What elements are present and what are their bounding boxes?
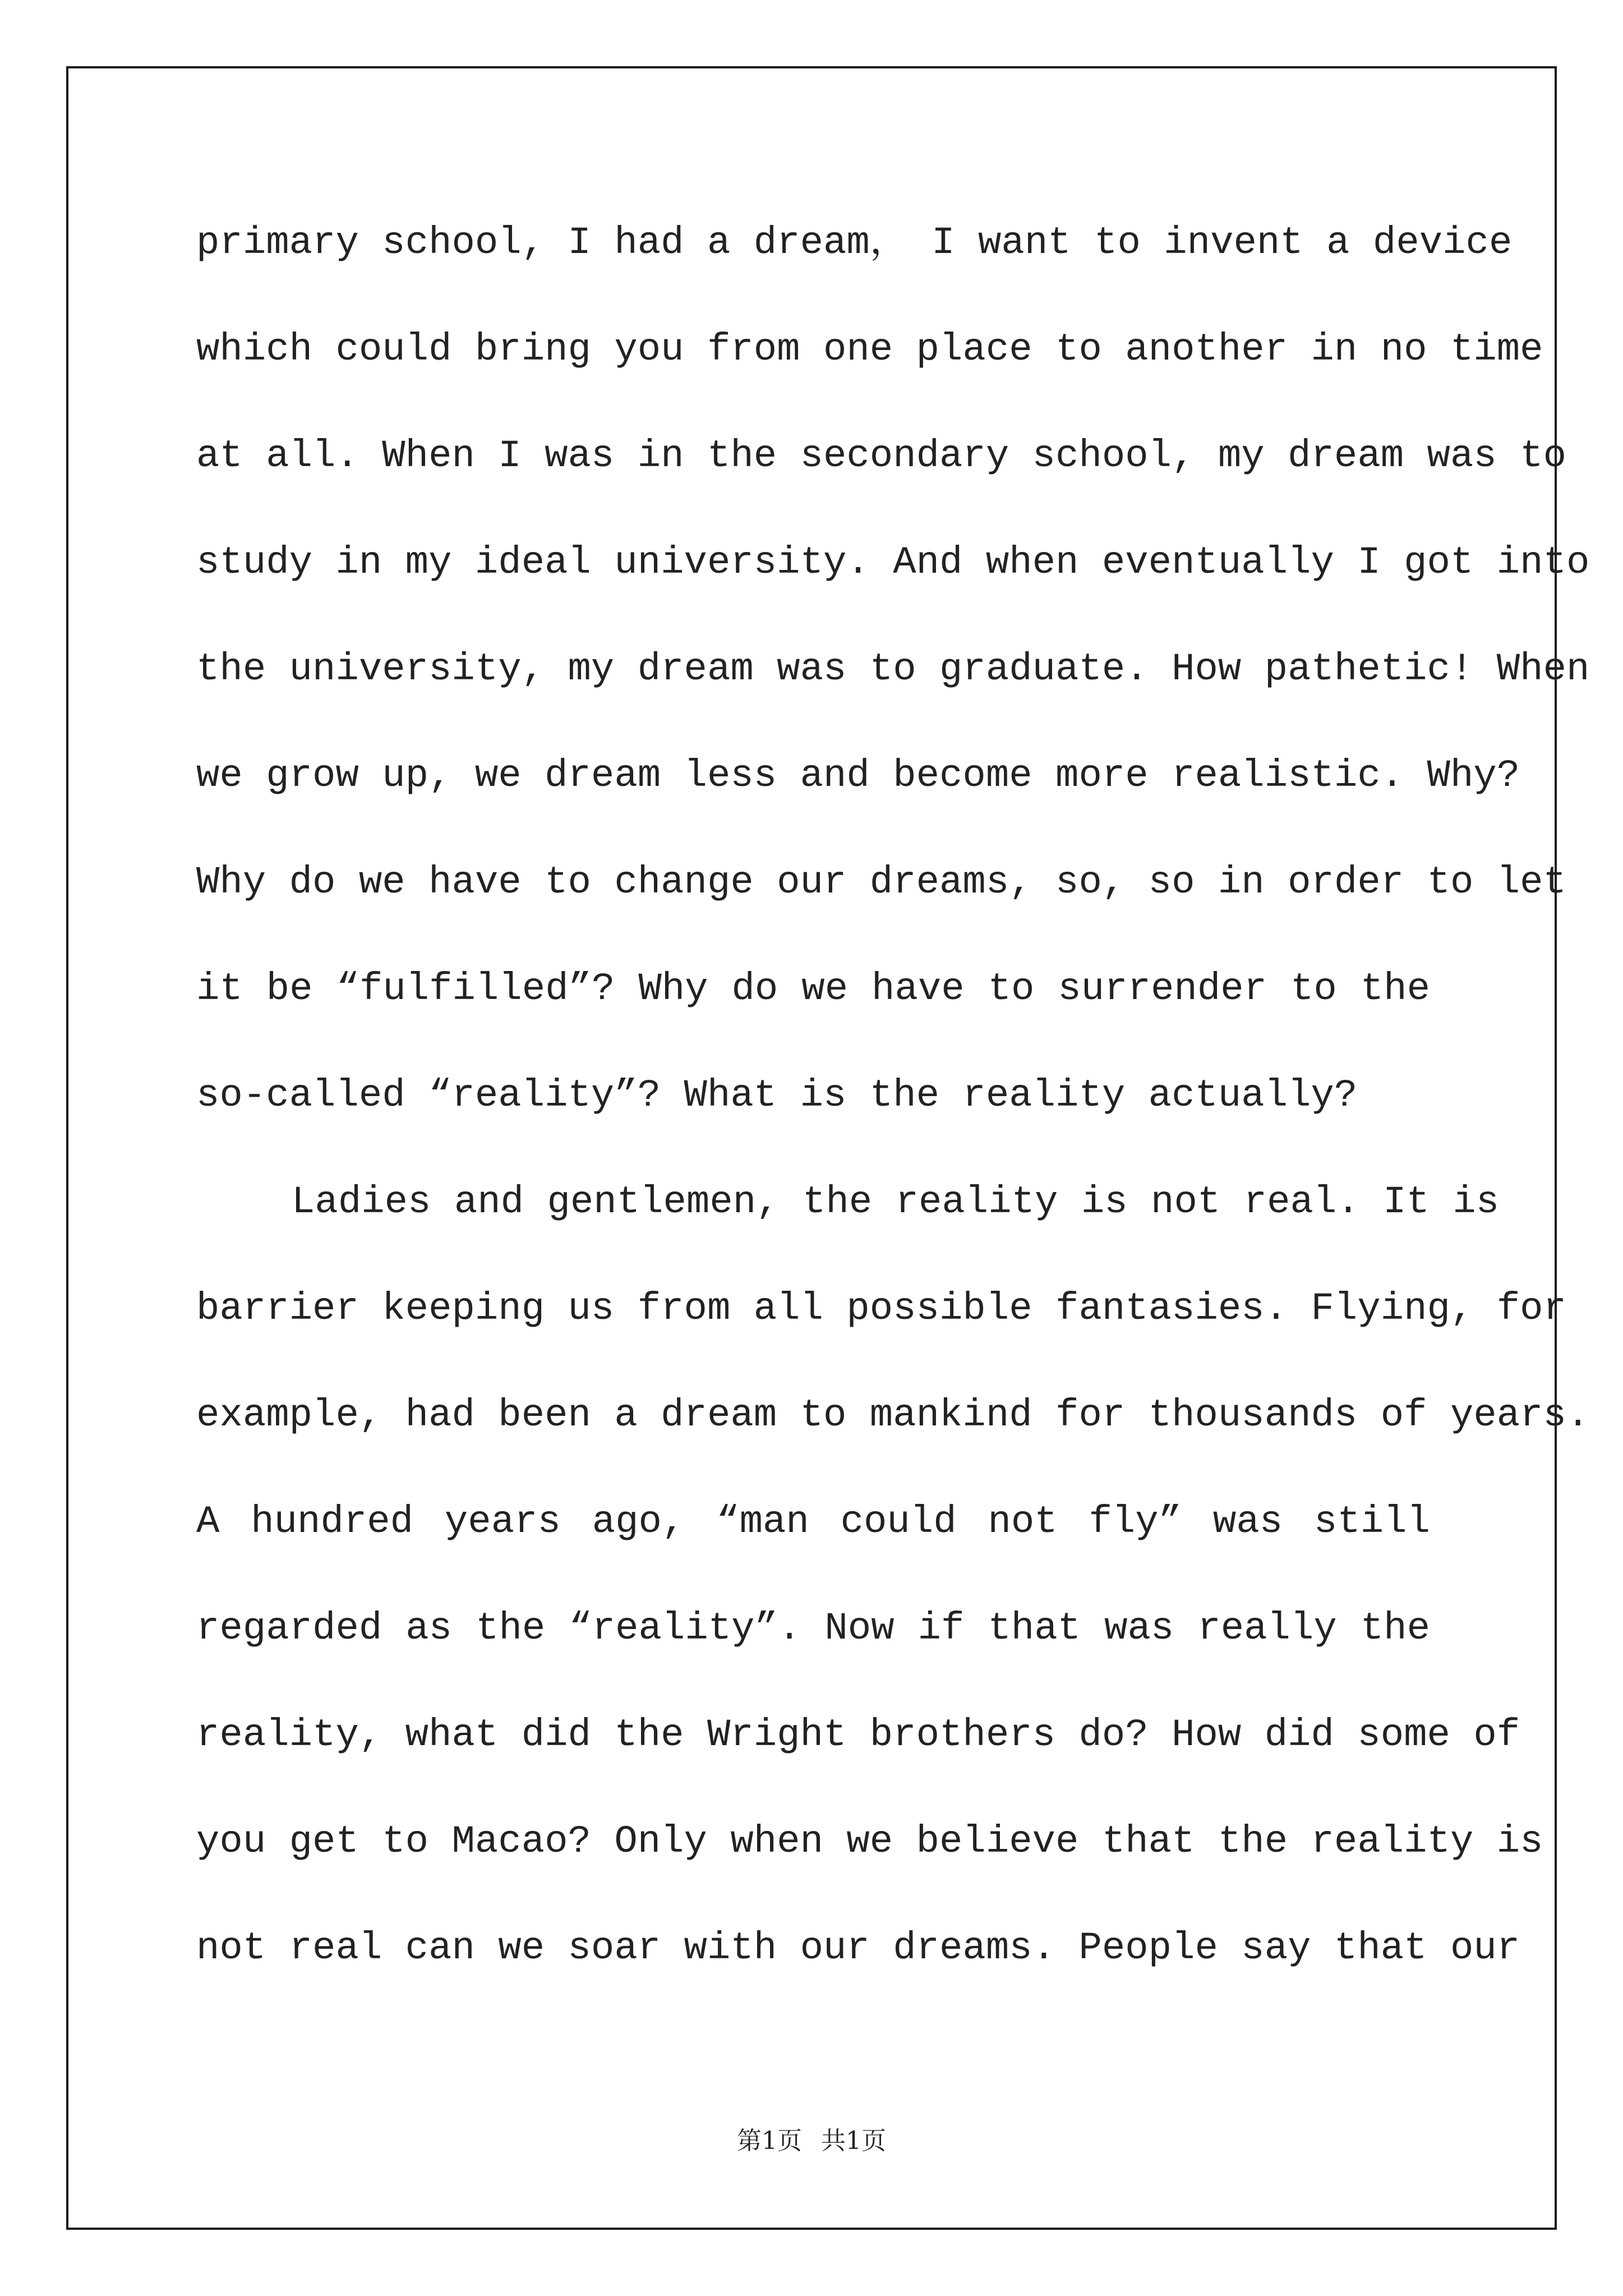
text-line: not real can we soar with our dreams. People say that our <box>196 1926 1520 1970</box>
text-line: study in my ideal university. And when eventually I got into <box>196 541 1590 585</box>
text-line: the university, my dream was to graduate. How pathetic! When <box>196 647 1590 691</box>
text-line: example, had been a dream to mankind for thousands of years. <box>196 1393 1590 1437</box>
text-line: it be “fulfilled”? Why do we have to surrender to the <box>196 967 1430 1011</box>
text-line: which could bring you from one place to another in no time <box>196 328 1543 371</box>
text-line: we grow up, we dream less and become more realistic. Why? <box>196 754 1520 798</box>
text-line: A hundred years ago, “man could not fly” was still <box>196 1500 1430 1544</box>
text-line: Ladies and gentlemen, the reality is not real. It is <box>292 1180 1500 1224</box>
page-number-footer: 第1页 共1页 <box>737 2127 886 2155</box>
text-line: primary school, I had a dream， I want to invent a device <box>196 221 1513 265</box>
page-border <box>66 66 1590 2230</box>
text-line: regarded as the “reality”. Now if that was really the <box>196 1607 1430 1650</box>
text-line: at all. When I was in the secondary school, my dream was to <box>196 434 1566 478</box>
text-line: reality, what did the Wright brothers do? How did some of <box>196 1713 1520 1757</box>
text-line: so-called “reality”? What is the reality actually? <box>196 1074 1358 1117</box>
text-line: you get to Macao? Only when we believe that the reality is <box>196 1820 1543 1864</box>
text-line: barrier keeping us from all possible fantasies. Flying, for <box>196 1287 1566 1331</box>
text-line: Why do we have to change our dreams, so, so in order to let <box>196 861 1566 904</box>
